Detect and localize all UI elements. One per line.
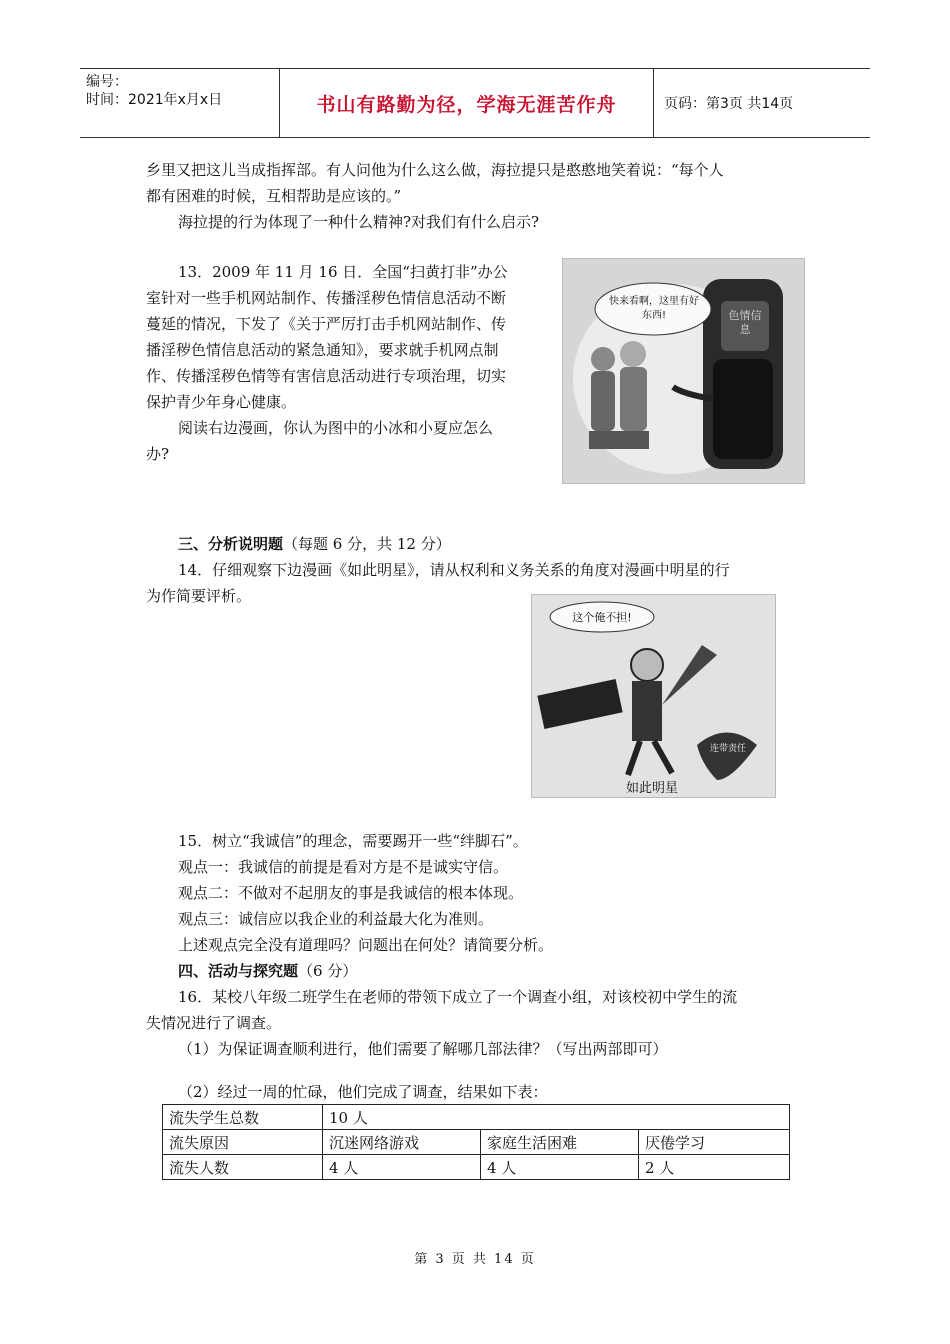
cartoon-phone-image: [562, 258, 805, 484]
cartoon-caption: 如此明星: [625, 781, 678, 796]
table-cell: 4 人: [481, 1155, 639, 1180]
table-cell: 流失原因: [163, 1130, 323, 1155]
section-4-title: 四、活动与探究题: [178, 962, 299, 980]
motto: 书山有路勤为径，学海无涯苦作舟: [280, 69, 654, 137]
table-cell: 厌倦学习: [639, 1130, 790, 1155]
table-cell: 流失学生总数: [163, 1105, 323, 1130]
question-13-line: 室针对一些手机网站制作、传播淫秽色情信息活动不断: [146, 289, 507, 307]
table-cell: 家庭生活困难: [481, 1130, 639, 1155]
paragraph-line: 都有困难的时候，互相帮助是应该的。”: [146, 187, 402, 205]
question-16-part-1: （1）为保证调查顺利进行，他们需要了解哪几部法律？（写出两部即可）: [178, 1040, 668, 1058]
speech-bubble: 这个俺不担!: [572, 611, 632, 624]
question-prompt: 海拉提的行为体现了一种什么精神?对我们有什么启示?: [178, 213, 540, 231]
page-header: [80, 68, 870, 138]
table-cell: 10 人: [323, 1105, 790, 1130]
header-meta: [80, 69, 280, 137]
question-14-line: 为作简要评析。: [146, 587, 252, 605]
question-16: 16．某校八年级二班学生在老师的带领下成立了一个调查小组，对该校初中学生的流: [178, 988, 738, 1006]
question-15-prompt: 上述观点完全没有道理吗？问题出在何处？请简要分析。: [178, 936, 554, 954]
table-cell: 流失人数: [163, 1155, 323, 1180]
table-cell: 2 人: [639, 1155, 790, 1180]
question-13-line: 阅读右边漫画，你认为图中的小冰和小夏应怎么: [178, 419, 494, 437]
table-row: [163, 1155, 790, 1180]
question-16-part-2: （2）经过一周的忙碌，他们完成了调查，结果如下表：: [178, 1083, 548, 1101]
viewpoint-1: 观点一：我诚信的前提是看对方是不是诚实守信。: [178, 858, 509, 876]
number-label: 编号：: [86, 74, 128, 90]
viewpoint-3: 观点三：诚信应以我企业的利益最大化为准则。: [178, 910, 494, 928]
heart-text: 连带责任: [709, 744, 746, 754]
table-row: [163, 1130, 790, 1155]
survey-table: [162, 1104, 790, 1180]
question-14: 14．仔细观察下边漫画《如此明星》，请从权利和义务关系的角度对漫画中明星的行: [178, 561, 730, 579]
paragraph-line: 乡里又把这儿当成指挥部。有人问他为什么这么做，海拉提只是憨憨地笑着说：“每个人: [146, 161, 724, 179]
question-13-line: 办?: [146, 445, 170, 463]
table-row: [163, 1105, 790, 1130]
question-15: 15．树立“我诚信”的理念，需要踢开一些“绊脚石”。: [178, 832, 528, 850]
speech-bubble: 快来看啊，这里有好东西!: [609, 296, 699, 321]
phone-screen-text: 色情信息: [728, 309, 762, 336]
question-13-line: 播淫秽色情信息活动的紧急通知》，要求就手机网点制: [146, 341, 499, 359]
question-13-line: 蔓延的情况，下发了《关于严厉打击手机网站制作、传: [146, 315, 507, 333]
question-13-line: 作、传播淫秽色情等有害信息活动进行专项治理，切实: [146, 367, 507, 385]
section-3-note: （每题 6 分，共 12 分）: [283, 535, 451, 553]
section-3-heading: [178, 531, 451, 557]
time-label: 时间：2021年x月x日: [86, 92, 223, 108]
section-4-heading: [178, 958, 357, 984]
section-4-note: （6 分）: [298, 962, 358, 980]
question-13: 13．2009 年 11 月 16 日．全国“扫黄打非”办公: [178, 263, 508, 281]
section-3-title: 三、分析说明题: [178, 535, 284, 553]
question-13-line: 保护青少年身心健康。: [146, 393, 297, 411]
table-cell: 沉迷网络游戏: [323, 1130, 481, 1155]
page-footer: 第 3 页 共 14 页: [414, 1252, 536, 1267]
question-16-line: 失情况进行了调查。: [146, 1014, 282, 1032]
cartoon-star-image: [531, 594, 776, 798]
table-cell: 4 人: [323, 1155, 481, 1180]
page-label: 页码：第3页 共14页: [664, 96, 794, 112]
viewpoint-2: 观点二：不做对不起朋友的事是我诚信的根本体现。: [178, 884, 524, 902]
